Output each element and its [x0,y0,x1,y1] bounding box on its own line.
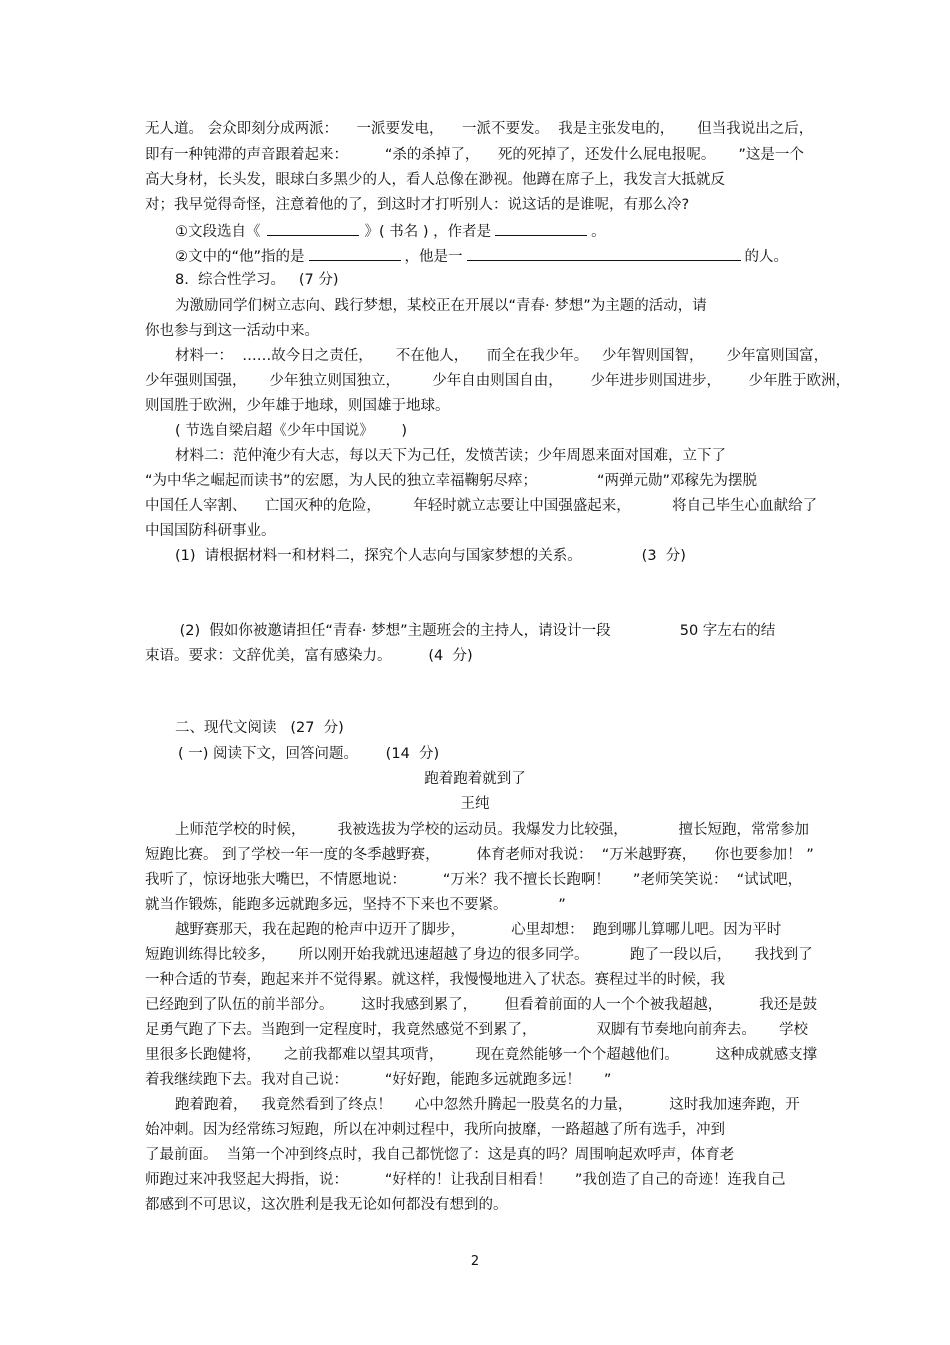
article-line: 师跑过来冲我竖起大拇指，说： “好样的！让我刮目相看！ ”我创造了自己的奇迹！连我自己 [145,1172,786,1188]
article-line: 越野赛那天，我在起跑的枪声中迈开了脚步， 心里却想： 跑到哪儿算哪儿吧。因为平时 [175,922,782,938]
page-number: 2 [470,1254,480,1269]
material1-line: 材料一： ……故今日之责任， 不在他人， 而全在我少年。 少年智则国智， 少年富则国富， [175,348,829,364]
article-line: 始冲刺。因为经常练习短跑，所以在冲刺过程中，我所向披靡，一路超越了所有选手，冲到 [145,1122,725,1138]
article-line: 我听了，惊讶地张大嘴巴，不情愿地说： “万米？我不擅长长跑啊！ ”老师笑笑说： “试试吧， [145,872,803,888]
q8-subquestion-2: (2) 假如你被邀请担任“青春· 梦想”主题班会的主持人，请设计一段 50 字左右的结 [175,623,776,639]
article-line: 短跑训练得比较多， 所以刚开始我就迅速超越了身边的很多同学。 跑了一段以后， 我找到了 [145,947,813,963]
article-line: 跑着跑着， 我竟然看到了终点！ 心中忽然升腾起一股莫名的力量， 这时我加速奔跑，开 [175,1097,800,1113]
article-line: 都感到不可思议，这次胜利是我无论如何都没有想到的。 [145,1197,508,1213]
article-line: 了最前面。 当第一个冲到终点时，我自己都恍惚了：这是真的吗？周围响起欢呼声，体育老 [145,1147,735,1163]
q7-item-1-prefix: ①文段选自《 [175,224,261,240]
passage-line: 对；我早觉得奇怪，注意着他的了，到这时才打听别人：说这话的是谁呢，有那么冷? [145,197,690,213]
article-author: 王纯 [460,796,490,812]
passage-line: 即有一种钝滞的声音跟着起来： “杀的杀掉了， 死的死掉了，还发什么屁电报呢。 ”这是一个 [145,147,804,163]
material1-line: 少年强则国强， 少年独立则国独立， 少年自由则国自由， 少年进步则国进步， 少年胜于欧洲， [145,373,851,389]
article-line: 一种合适的节奏，跑起来并不觉得累。就这样，我慢慢地进入了状态。赛程过半的时候，我 [145,972,725,988]
q7-item-1 [175,220,606,242]
q8-intro-line: 为激励同学们树立志向、践行梦想，某校正在开展以“青春· 梦想”为主题的活动，请 [175,298,707,314]
q7-item-2-end: 的人。 [744,249,789,265]
book-title-blank[interactable] [267,220,359,236]
article-line: 足勇气跑了下去。当跑到一定程度时，我竟然感觉不到累了， 双脚有节奏地向前奔去。 学校 [145,1022,808,1038]
author-blank[interactable] [495,220,587,236]
article-line: 着我继续跑下去。我对自己说： “好好跑，能跑多远就跑多远！ ” [145,1072,612,1088]
q7-item-2 [175,245,788,267]
passage-line: 高大身材，长头发，眼球白多黑少的人，看人总像在渺视。他蹲在席子上，我发言大抵就反 [145,172,725,188]
article-line: 就当作锻炼，能跑多远就跑多远，坚持不下来也不要紧。 ” [145,897,566,913]
material2-line: 材料二：范仲淹少有大志，每以天下为己任，发愤苦读；少年周恩来面对国难，立下了 [175,448,726,464]
article-line: 短跑比赛。 到了学校一年一度的冬季越野赛， 体育老师对我说： “万米越野赛， 你也要参加！ ” [145,847,814,863]
part-heading: ( 一) 阅读下文，回答问题。 (14 分) [178,746,440,762]
q8-intro-line: 你也参与到这一活动中来。 [145,323,319,339]
material2-line: “为中华之崛起而读书”的宏愿，为人民的独立幸福鞠躬尽瘁； “两弹元勋”邓稼先为摆脱 [145,473,757,489]
he-refers-to-blank[interactable] [309,245,401,261]
q7-item-1-mid: 》( 书名 ) ，作者是 [364,224,492,240]
material2-line: 中国国防科研事业。 [145,523,276,539]
article-line: 已经跑到了队伍的前半部分。 这时我感到累了， 但看着前面的人一个个被我超越， 我还是鼓 [145,997,818,1013]
article-title: 跑着跑着就到了 [424,771,526,787]
q7-item-1-end: 。 [591,224,606,240]
passage-line: 无人道。 会众即刻分成两派： 一派要发电， 一派不要发。 我是主张发电的， 但当我说出之后， [145,121,814,137]
q8-subquestion-2-cont: 束语。要求：文辞优美，富有感染力。 (4 分) [145,648,473,664]
character-description-blank[interactable] [467,245,741,261]
q7-item-2-prefix: ②文中的“他”指的是 [175,249,305,265]
article-line: 里很多长跑健将， 之前我都难以望其项背， 现在竟然能够一个个超越他们。 这种成就感支撑 [145,1047,818,1063]
article-line: 上师范学校的时候， 我被选拔为学校的运动员。我爆发力比较强， 擅长短跑，常常参加 [175,822,809,838]
material2-line: 中国任人宰割、 亡国灭种的危险， 年轻时就立志要让中国强盛起来， 将自己毕生心血献给了 [145,498,818,514]
q7-item-2-mid: ，他是一 [404,249,463,265]
material1-source: ( 节选自梁启超《少年中国说》 ) [175,423,408,439]
section-heading: 二、现代文阅读 (27 分) [175,720,344,736]
q8-subquestion-1: (1) 请根据材料一和材料二，探究个人志向与国家梦想的关系。 (3 分) [175,548,686,564]
q8-heading: 8. 综合性学习。 (7 分) [175,272,339,288]
material1-line: 则国胜于欧洲，少年雄于地球，则国雄于地球。 [145,398,450,414]
